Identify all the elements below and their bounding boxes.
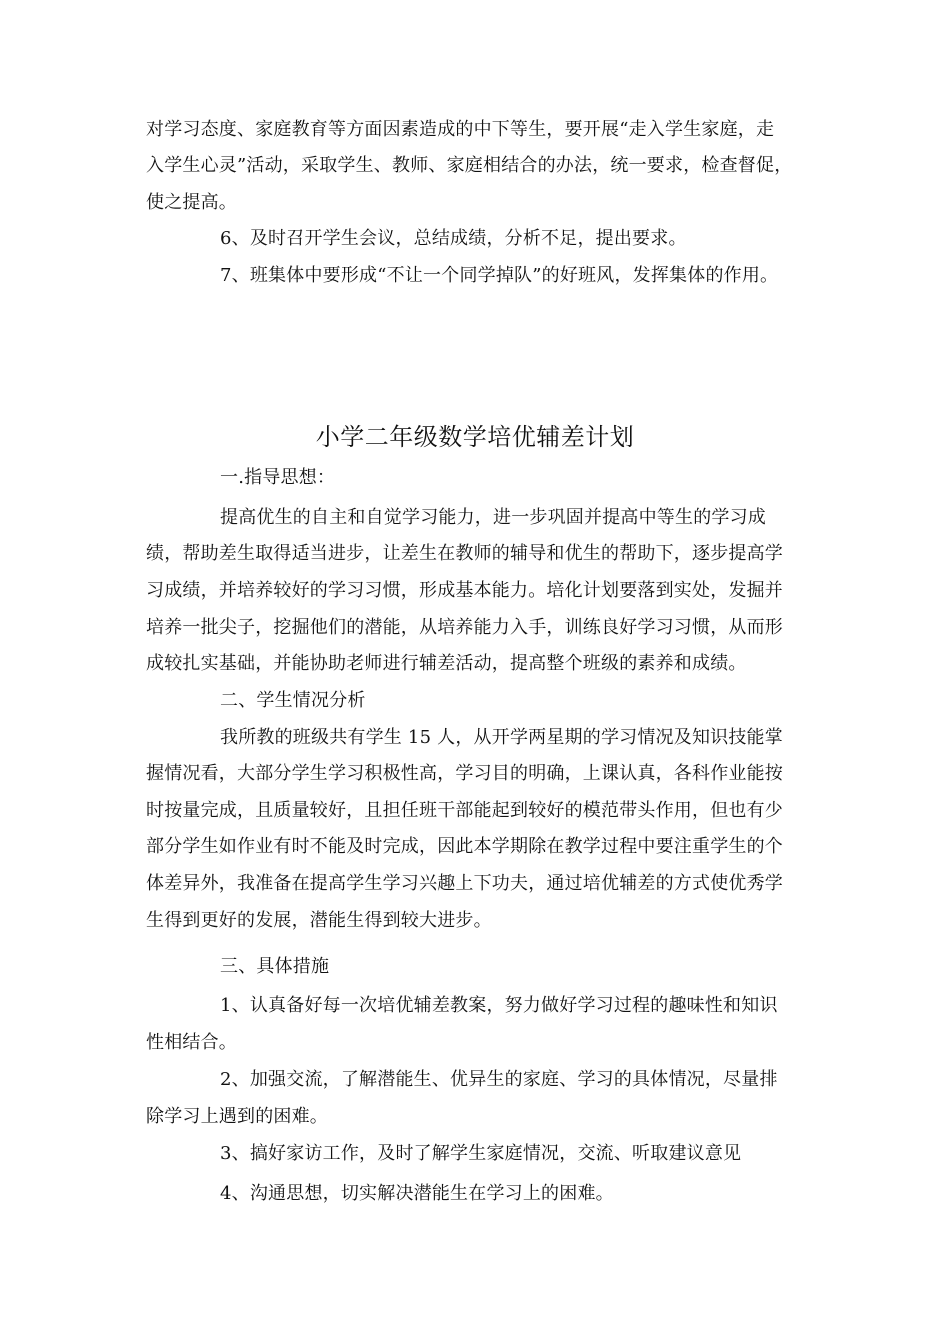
paragraph-line: 时按量完成，且质量较好，且担任班干部能起到较好的模范带头作用，但也有少 bbox=[146, 800, 783, 821]
section-heading-guiding-ideas: 一.指导思想： bbox=[220, 467, 336, 488]
paragraph-line: 入学生心灵”活动，采取学生、教师、家庭相结合的办法，统一要求，检查督促， bbox=[146, 155, 793, 176]
paragraph-line: 我所教的班级共有学生 15 人，从开学两星期的学习情况及知识技能掌 bbox=[220, 727, 783, 748]
measure-3: 3、搞好家访工作，及时了解学生家庭情况，交流、听取建议意见 bbox=[220, 1143, 742, 1164]
paragraph-line: 成较扎实基础，并能协助老师进行辅差活动，提高整个班级的素养和成绩。 bbox=[146, 653, 747, 674]
paragraph-line: 对学习态度、家庭教育等方面因素造成的中下等生，要开展“走入学生家庭，走 bbox=[146, 119, 775, 140]
paragraph-line: 使之提高。 bbox=[146, 192, 237, 213]
list-item-6: 6、及时召开学生会议，总结成绩，分析不足，提出要求。 bbox=[220, 228, 687, 249]
measure-2: 2、加强交流，了解潜能生、优异生的家庭、学习的具体情况，尽量排 bbox=[220, 1069, 778, 1090]
list-item-7: 7、班集体中要形成“不让一个同学掉队”的好班风，发挥集体的作用。 bbox=[220, 265, 779, 286]
measure-1-cont: 性相结合。 bbox=[146, 1032, 237, 1053]
measure-1: 1、认真备好每一次培优辅差教案，努力做好学习过程的趣味性和知识 bbox=[220, 995, 778, 1016]
paragraph-line: 提高优生的自主和自觉学习能力，进一步巩固并提高中等生的学习成 bbox=[220, 507, 766, 528]
paragraph-line: 部分学生如作业有时不能及时完成，因此本学期除在教学过程中要注重学生的个 bbox=[146, 836, 783, 857]
measure-4: 4、沟通思想，切实解决潜能生在学习上的困难。 bbox=[220, 1183, 614, 1204]
section-heading-student-analysis: 二、学生情况分析 bbox=[220, 690, 366, 711]
paragraph-line: 体差异外，我准备在提高学生学习兴趣上下功夫，通过培优辅差的方式使优秀学 bbox=[146, 873, 783, 894]
paragraph-line: 培养一批尖子，挖掘他们的潜能，从培养能力入手，训练良好学习习惯，从而形 bbox=[146, 617, 783, 638]
measure-2-cont: 除学习上遇到的困难。 bbox=[146, 1106, 328, 1127]
section-heading-measures: 三、具体措施 bbox=[220, 956, 330, 977]
paragraph-line: 生得到更好的发展，潜能生得到较大进步。 bbox=[146, 910, 492, 931]
paragraph-line: 习成绩，并培养较好的学习习惯，形成基本能力。培化计划要落到实处，发掘并 bbox=[146, 580, 783, 601]
paragraph-line: 握情况看，大部分学生学习积极性高，学习目的明确，上课认真，各科作业能按 bbox=[146, 763, 783, 784]
paragraph-line: 绩，帮助差生取得适当进步，让差生在教师的辅导和优生的帮助下，逐步提高学 bbox=[146, 543, 783, 564]
document-title: 小学二年级数学培优辅差计划 bbox=[315, 423, 635, 451]
